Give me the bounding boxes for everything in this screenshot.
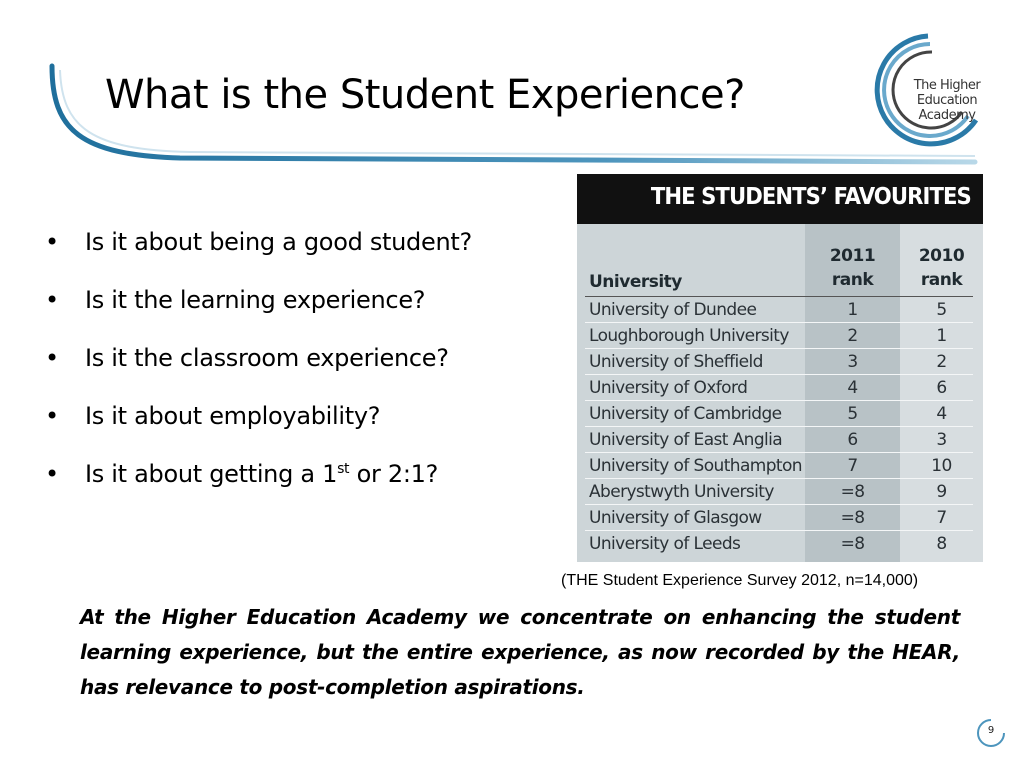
cell-university: Aberystwyth University — [589, 482, 774, 502]
slide-title: What is the Student Experience? — [105, 72, 745, 118]
header-2010-year: 2010 — [918, 246, 965, 266]
favourites-table — [577, 174, 983, 562]
bullet-item — [45, 278, 472, 336]
bullet-item — [45, 452, 472, 510]
bullet-text: Is it about being a good student? — [85, 228, 472, 256]
table-row — [577, 349, 983, 375]
cell-rank-2010: 7 — [936, 508, 947, 528]
cell-university: University of Southampton — [589, 456, 802, 476]
bullet-text: Is it the classroom experience? — [85, 344, 449, 372]
table-rows — [577, 297, 983, 557]
cell-rank-2011: 4 — [847, 378, 858, 398]
table-row — [577, 401, 983, 427]
cell-rank-2011: 6 — [847, 430, 858, 450]
header-2010-rank — [900, 244, 983, 292]
table-row — [577, 427, 983, 453]
bullet-item — [45, 336, 472, 394]
cell-rank-2010: 2 — [936, 352, 947, 372]
bullet-text: Is it the learning experience? — [85, 286, 426, 314]
cell-rank-2011: =8 — [840, 508, 865, 528]
header-2010-label: rank — [920, 270, 963, 290]
cell-university: University of Dundee — [589, 300, 757, 320]
bullet-text-before: Is it about getting a 1 — [85, 460, 338, 488]
cell-university: University of Leeds — [589, 534, 741, 554]
logo-text — [902, 78, 992, 123]
bullet-item — [45, 220, 472, 278]
table-row — [577, 323, 983, 349]
cell-university: University of Glasgow — [589, 508, 762, 528]
bullet-text-after: or 2:1? — [349, 460, 439, 488]
cell-rank-2010: 3 — [936, 430, 947, 450]
cell-rank-2010: 9 — [936, 482, 947, 502]
table-title: THE STUDENTS’ FAVOURITES — [651, 184, 971, 210]
logo-line-1: The Higher — [913, 78, 981, 93]
table-row — [577, 531, 983, 557]
cell-rank-2010: 5 — [936, 300, 947, 320]
header-2011-label: rank — [831, 270, 874, 290]
header-2011-year: 2011 — [829, 246, 876, 266]
header-university: University — [589, 272, 682, 292]
bullet-dot: • — [45, 460, 59, 488]
table-row — [577, 297, 983, 323]
table-source-caption: (THE Student Experience Survey 2012, n=14,000) — [561, 572, 919, 589]
cell-rank-2011: =8 — [840, 482, 865, 502]
cell-rank-2010: 1 — [936, 326, 947, 346]
table-title-bar — [577, 174, 983, 224]
cell-rank-2011: 1 — [847, 300, 858, 320]
bullet-item — [45, 394, 472, 452]
cell-rank-2011: 3 — [847, 352, 858, 372]
bullet-text: Is it about employability? — [85, 402, 381, 430]
cell-rank-2010: 10 — [931, 456, 952, 476]
bullet-dot: • — [45, 344, 59, 372]
table-row — [577, 505, 983, 531]
cell-rank-2011: =8 — [840, 534, 865, 554]
cell-university: University of Cambridge — [589, 404, 782, 424]
page-number: 9 — [987, 725, 995, 736]
cell-rank-2011: 2 — [847, 326, 858, 346]
cell-university: Loughborough University — [589, 326, 789, 346]
header-2011-rank — [805, 244, 900, 292]
cell-rank-2010: 6 — [936, 378, 947, 398]
cell-university: University of Oxford — [589, 378, 748, 398]
table-row — [577, 453, 983, 479]
table-row — [577, 479, 983, 505]
logo-line-2: Education — [916, 93, 978, 108]
bullet-dot: • — [45, 286, 59, 314]
bullet-superscript: st — [337, 461, 350, 477]
cell-rank-2011: 5 — [847, 404, 858, 424]
bullet-dot: • — [45, 228, 59, 256]
cell-university: University of East Anglia — [589, 430, 783, 450]
bullet-list — [45, 220, 472, 510]
cell-rank-2010: 8 — [936, 534, 947, 554]
cell-rank-2010: 4 — [936, 404, 947, 424]
bullet-dot: • — [45, 402, 59, 430]
table-row — [577, 375, 983, 401]
summary-quote: At the Higher Education Academy we concentrate on enhancing the student learning experience, but the entire experience, as now recorded by the HEAR, has relevance to post-completion aspirations. — [80, 605, 960, 699]
logo-line-3: Academy — [918, 108, 976, 123]
cell-university: University of Sheffield — [589, 352, 763, 372]
cell-rank-2011: 7 — [847, 456, 858, 476]
